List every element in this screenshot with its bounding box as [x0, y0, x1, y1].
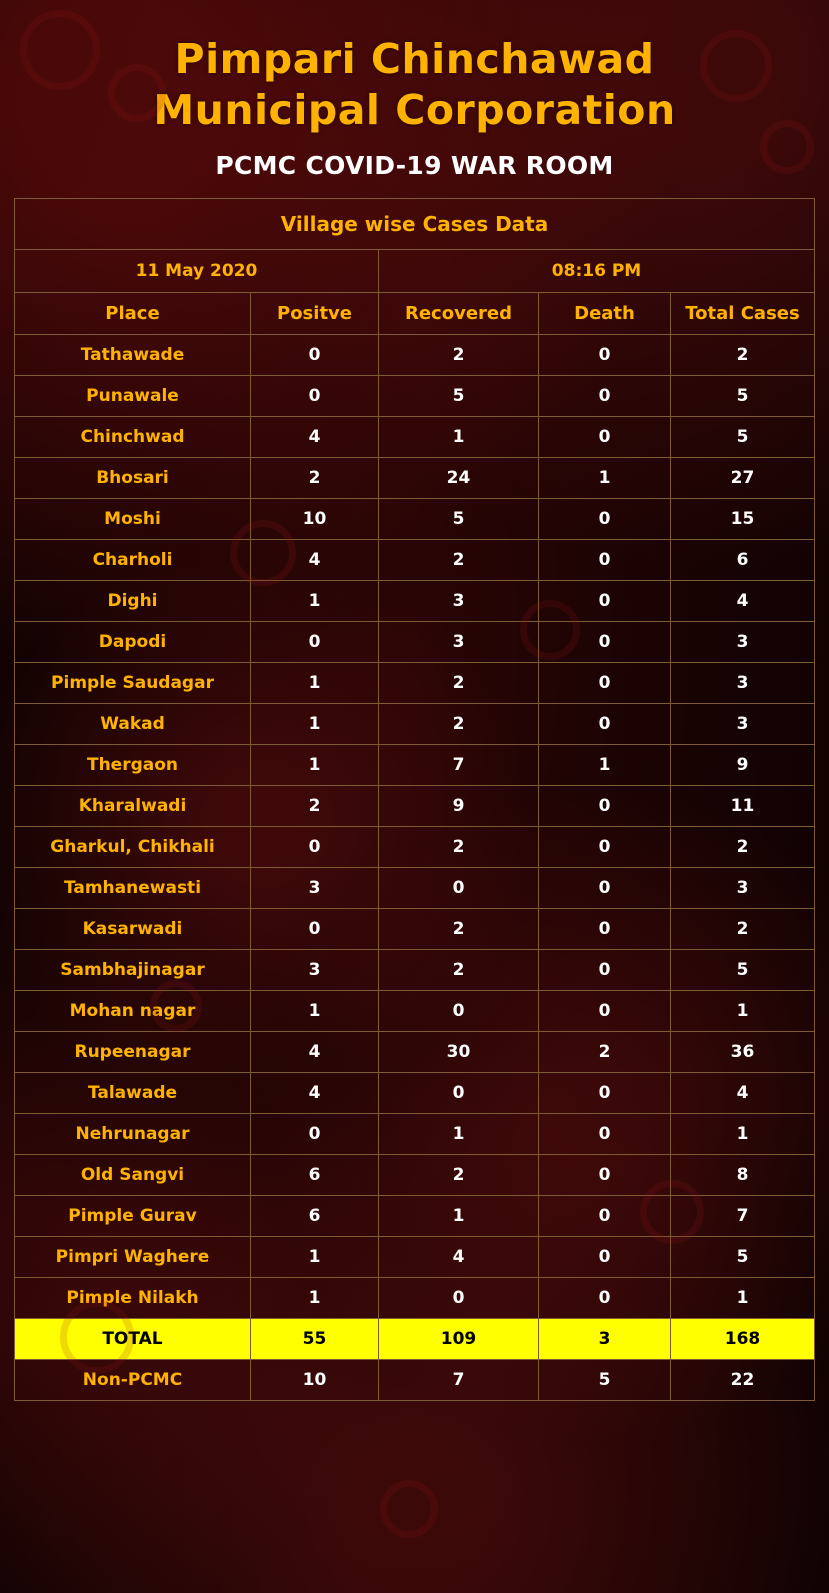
table-row — [15, 539, 815, 580]
cell-positive: 4 — [251, 1072, 379, 1113]
table-header-row — [15, 292, 815, 334]
cell-recovered: 30 — [379, 1031, 539, 1072]
cell-recovered: 5 — [379, 498, 539, 539]
column-header-recovered: Recovered — [379, 292, 539, 334]
cell-positive: 4 — [251, 416, 379, 457]
table-row — [15, 949, 815, 990]
cell-total: 5 — [671, 416, 815, 457]
cell-positive: 3 — [251, 867, 379, 908]
table-meta-row — [15, 249, 815, 292]
cell-place: Mohan nagar — [15, 990, 251, 1031]
table-nonpcmc-row — [15, 1359, 815, 1400]
cell-death: 0 — [539, 908, 671, 949]
cell-recovered: 2 — [379, 949, 539, 990]
cell-total: 5 — [671, 949, 815, 990]
cell-death: 0 — [539, 1113, 671, 1154]
cell-death: 0 — [539, 416, 671, 457]
cell-total: 3 — [671, 621, 815, 662]
cell-death: 3 — [539, 1318, 671, 1359]
cell-total: 11 — [671, 785, 815, 826]
column-header-total-cases: Total Cases — [671, 292, 815, 334]
cell-recovered: 0 — [379, 1277, 539, 1318]
cell-recovered: 4 — [379, 1236, 539, 1277]
table-row — [15, 826, 815, 867]
cell-positive: 0 — [251, 334, 379, 375]
table-row — [15, 498, 815, 539]
cell-positive: 1 — [251, 703, 379, 744]
cell-positive: 3 — [251, 949, 379, 990]
table-row — [15, 662, 815, 703]
cell-recovered: 3 — [379, 580, 539, 621]
cell-total: 2 — [671, 826, 815, 867]
cell-positive: 55 — [251, 1318, 379, 1359]
cell-positive: 10 — [251, 1359, 379, 1400]
report-time: 08:16 PM — [379, 249, 815, 292]
cell-death: 0 — [539, 990, 671, 1031]
cell-total: 4 — [671, 580, 815, 621]
cell-place: Tamhanewasti — [15, 867, 251, 908]
village-wise-cases-table — [14, 198, 815, 1401]
column-header-death: Death — [539, 292, 671, 334]
cell-death: 0 — [539, 1195, 671, 1236]
poster-header — [14, 0, 815, 180]
cell-positive: 6 — [251, 1154, 379, 1195]
cell-total: 5 — [671, 1236, 815, 1277]
table-caption-row — [15, 198, 815, 249]
table-row — [15, 990, 815, 1031]
cell-place: Talawade — [15, 1072, 251, 1113]
table-row — [15, 1072, 815, 1113]
table-row — [15, 457, 815, 498]
cell-total: 1 — [671, 1113, 815, 1154]
cell-death: 0 — [539, 1154, 671, 1195]
cell-total: 6 — [671, 539, 815, 580]
cell-total: 22 — [671, 1359, 815, 1400]
cell-place: Chinchwad — [15, 416, 251, 457]
cell-death: 0 — [539, 334, 671, 375]
cell-recovered: 109 — [379, 1318, 539, 1359]
cell-positive: 4 — [251, 1031, 379, 1072]
cell-place: Pimple Saudagar — [15, 662, 251, 703]
cell-recovered: 0 — [379, 867, 539, 908]
table-row — [15, 1236, 815, 1277]
cell-place: Old Sangvi — [15, 1154, 251, 1195]
cell-positive: 1 — [251, 990, 379, 1031]
cell-place: Punawale — [15, 375, 251, 416]
table-total-row — [15, 1318, 815, 1359]
column-header-place: Place — [15, 292, 251, 334]
cell-death: 0 — [539, 498, 671, 539]
cell-place: Nehrunagar — [15, 1113, 251, 1154]
cell-total: 15 — [671, 498, 815, 539]
cell-total: 8 — [671, 1154, 815, 1195]
cell-death: 0 — [539, 826, 671, 867]
table-row — [15, 908, 815, 949]
cell-place: Sambhajinagar — [15, 949, 251, 990]
table-row — [15, 621, 815, 662]
cell-positive: 1 — [251, 580, 379, 621]
cell-death: 0 — [539, 703, 671, 744]
cell-positive: 0 — [251, 1113, 379, 1154]
cell-recovered: 2 — [379, 826, 539, 867]
cell-death: 0 — [539, 1236, 671, 1277]
cell-recovered: 24 — [379, 457, 539, 498]
cell-recovered: 7 — [379, 1359, 539, 1400]
cell-recovered: 0 — [379, 1072, 539, 1113]
cell-total: 36 — [671, 1031, 815, 1072]
cell-place: Charholi — [15, 539, 251, 580]
report-date: 11 May 2020 — [15, 249, 379, 292]
cell-recovered: 0 — [379, 990, 539, 1031]
table-row — [15, 1113, 815, 1154]
cell-death: 0 — [539, 867, 671, 908]
cell-recovered: 1 — [379, 1195, 539, 1236]
cell-place: Pimple Gurav — [15, 1195, 251, 1236]
cell-recovered: 2 — [379, 662, 539, 703]
cell-total: 1 — [671, 1277, 815, 1318]
cell-recovered: 2 — [379, 539, 539, 580]
organization-title: Pimpari Chinchawad Municipal Corporation — [153, 35, 676, 135]
cell-positive: 0 — [251, 375, 379, 416]
cell-death: 0 — [539, 662, 671, 703]
cell-total: 168 — [671, 1318, 815, 1359]
cell-recovered: 2 — [379, 334, 539, 375]
table-row — [15, 416, 815, 457]
cell-place: Gharkul, Chikhali — [15, 826, 251, 867]
cell-death: 0 — [539, 580, 671, 621]
cell-total: 3 — [671, 703, 815, 744]
cell-place: Kasarwadi — [15, 908, 251, 949]
cell-positive: 6 — [251, 1195, 379, 1236]
cell-place: Rupeenagar — [15, 1031, 251, 1072]
cell-place: Dighi — [15, 580, 251, 621]
cell-place: Non-PCMC — [15, 1359, 251, 1400]
table-row — [15, 867, 815, 908]
cell-total: 3 — [671, 867, 815, 908]
table-row — [15, 334, 815, 375]
cell-recovered: 2 — [379, 908, 539, 949]
cell-positive: 2 — [251, 457, 379, 498]
cell-total: 2 — [671, 334, 815, 375]
cell-recovered: 1 — [379, 416, 539, 457]
table-row — [15, 744, 815, 785]
cell-recovered: 2 — [379, 703, 539, 744]
cell-total: 27 — [671, 457, 815, 498]
table-caption: Village wise Cases Data — [15, 198, 815, 249]
cell-positive: 1 — [251, 1277, 379, 1318]
table-row — [15, 1277, 815, 1318]
cell-recovered: 3 — [379, 621, 539, 662]
cell-death: 2 — [539, 1031, 671, 1072]
cell-total: 3 — [671, 662, 815, 703]
cell-place: Kharalwadi — [15, 785, 251, 826]
cell-positive: 10 — [251, 498, 379, 539]
table-row — [15, 580, 815, 621]
cell-place: Thergaon — [15, 744, 251, 785]
cell-total: 1 — [671, 990, 815, 1031]
table-row — [15, 1195, 815, 1236]
cell-place: Pimpri Waghere — [15, 1236, 251, 1277]
cell-death: 0 — [539, 375, 671, 416]
cell-death: 1 — [539, 457, 671, 498]
cell-death: 0 — [539, 785, 671, 826]
cell-recovered: 5 — [379, 375, 539, 416]
table-row — [15, 375, 815, 416]
cell-positive: 1 — [251, 662, 379, 703]
cell-place: Moshi — [15, 498, 251, 539]
cell-positive: 0 — [251, 621, 379, 662]
cell-positive: 1 — [251, 1236, 379, 1277]
table-row — [15, 703, 815, 744]
cell-recovered: 2 — [379, 1154, 539, 1195]
cell-death: 5 — [539, 1359, 671, 1400]
cell-total: 2 — [671, 908, 815, 949]
table-row — [15, 1031, 815, 1072]
column-header-positive: Positve — [251, 292, 379, 334]
table-row — [15, 1154, 815, 1195]
cell-place: Wakad — [15, 703, 251, 744]
cell-place: Pimple Nilakh — [15, 1277, 251, 1318]
cell-positive: 0 — [251, 908, 379, 949]
cell-death: 0 — [539, 539, 671, 580]
cell-recovered: 1 — [379, 1113, 539, 1154]
cell-death: 0 — [539, 1072, 671, 1113]
cell-death: 0 — [539, 949, 671, 990]
cell-total: 4 — [671, 1072, 815, 1113]
cell-death: 1 — [539, 744, 671, 785]
cell-place: Dapodi — [15, 621, 251, 662]
cell-place: Bhosari — [15, 457, 251, 498]
table-row — [15, 785, 815, 826]
cell-total: 7 — [671, 1195, 815, 1236]
cell-positive: 2 — [251, 785, 379, 826]
cell-place: TOTAL — [15, 1318, 251, 1359]
cell-place: Tathawade — [15, 334, 251, 375]
cell-positive: 4 — [251, 539, 379, 580]
cell-death: 0 — [539, 621, 671, 662]
cell-total: 5 — [671, 375, 815, 416]
cell-recovered: 7 — [379, 744, 539, 785]
cell-total: 9 — [671, 744, 815, 785]
cell-positive: 1 — [251, 744, 379, 785]
cell-positive: 0 — [251, 826, 379, 867]
cell-recovered: 9 — [379, 785, 539, 826]
page-subtitle: PCMC COVID-19 WAR ROOM — [215, 150, 614, 180]
cell-death: 0 — [539, 1277, 671, 1318]
